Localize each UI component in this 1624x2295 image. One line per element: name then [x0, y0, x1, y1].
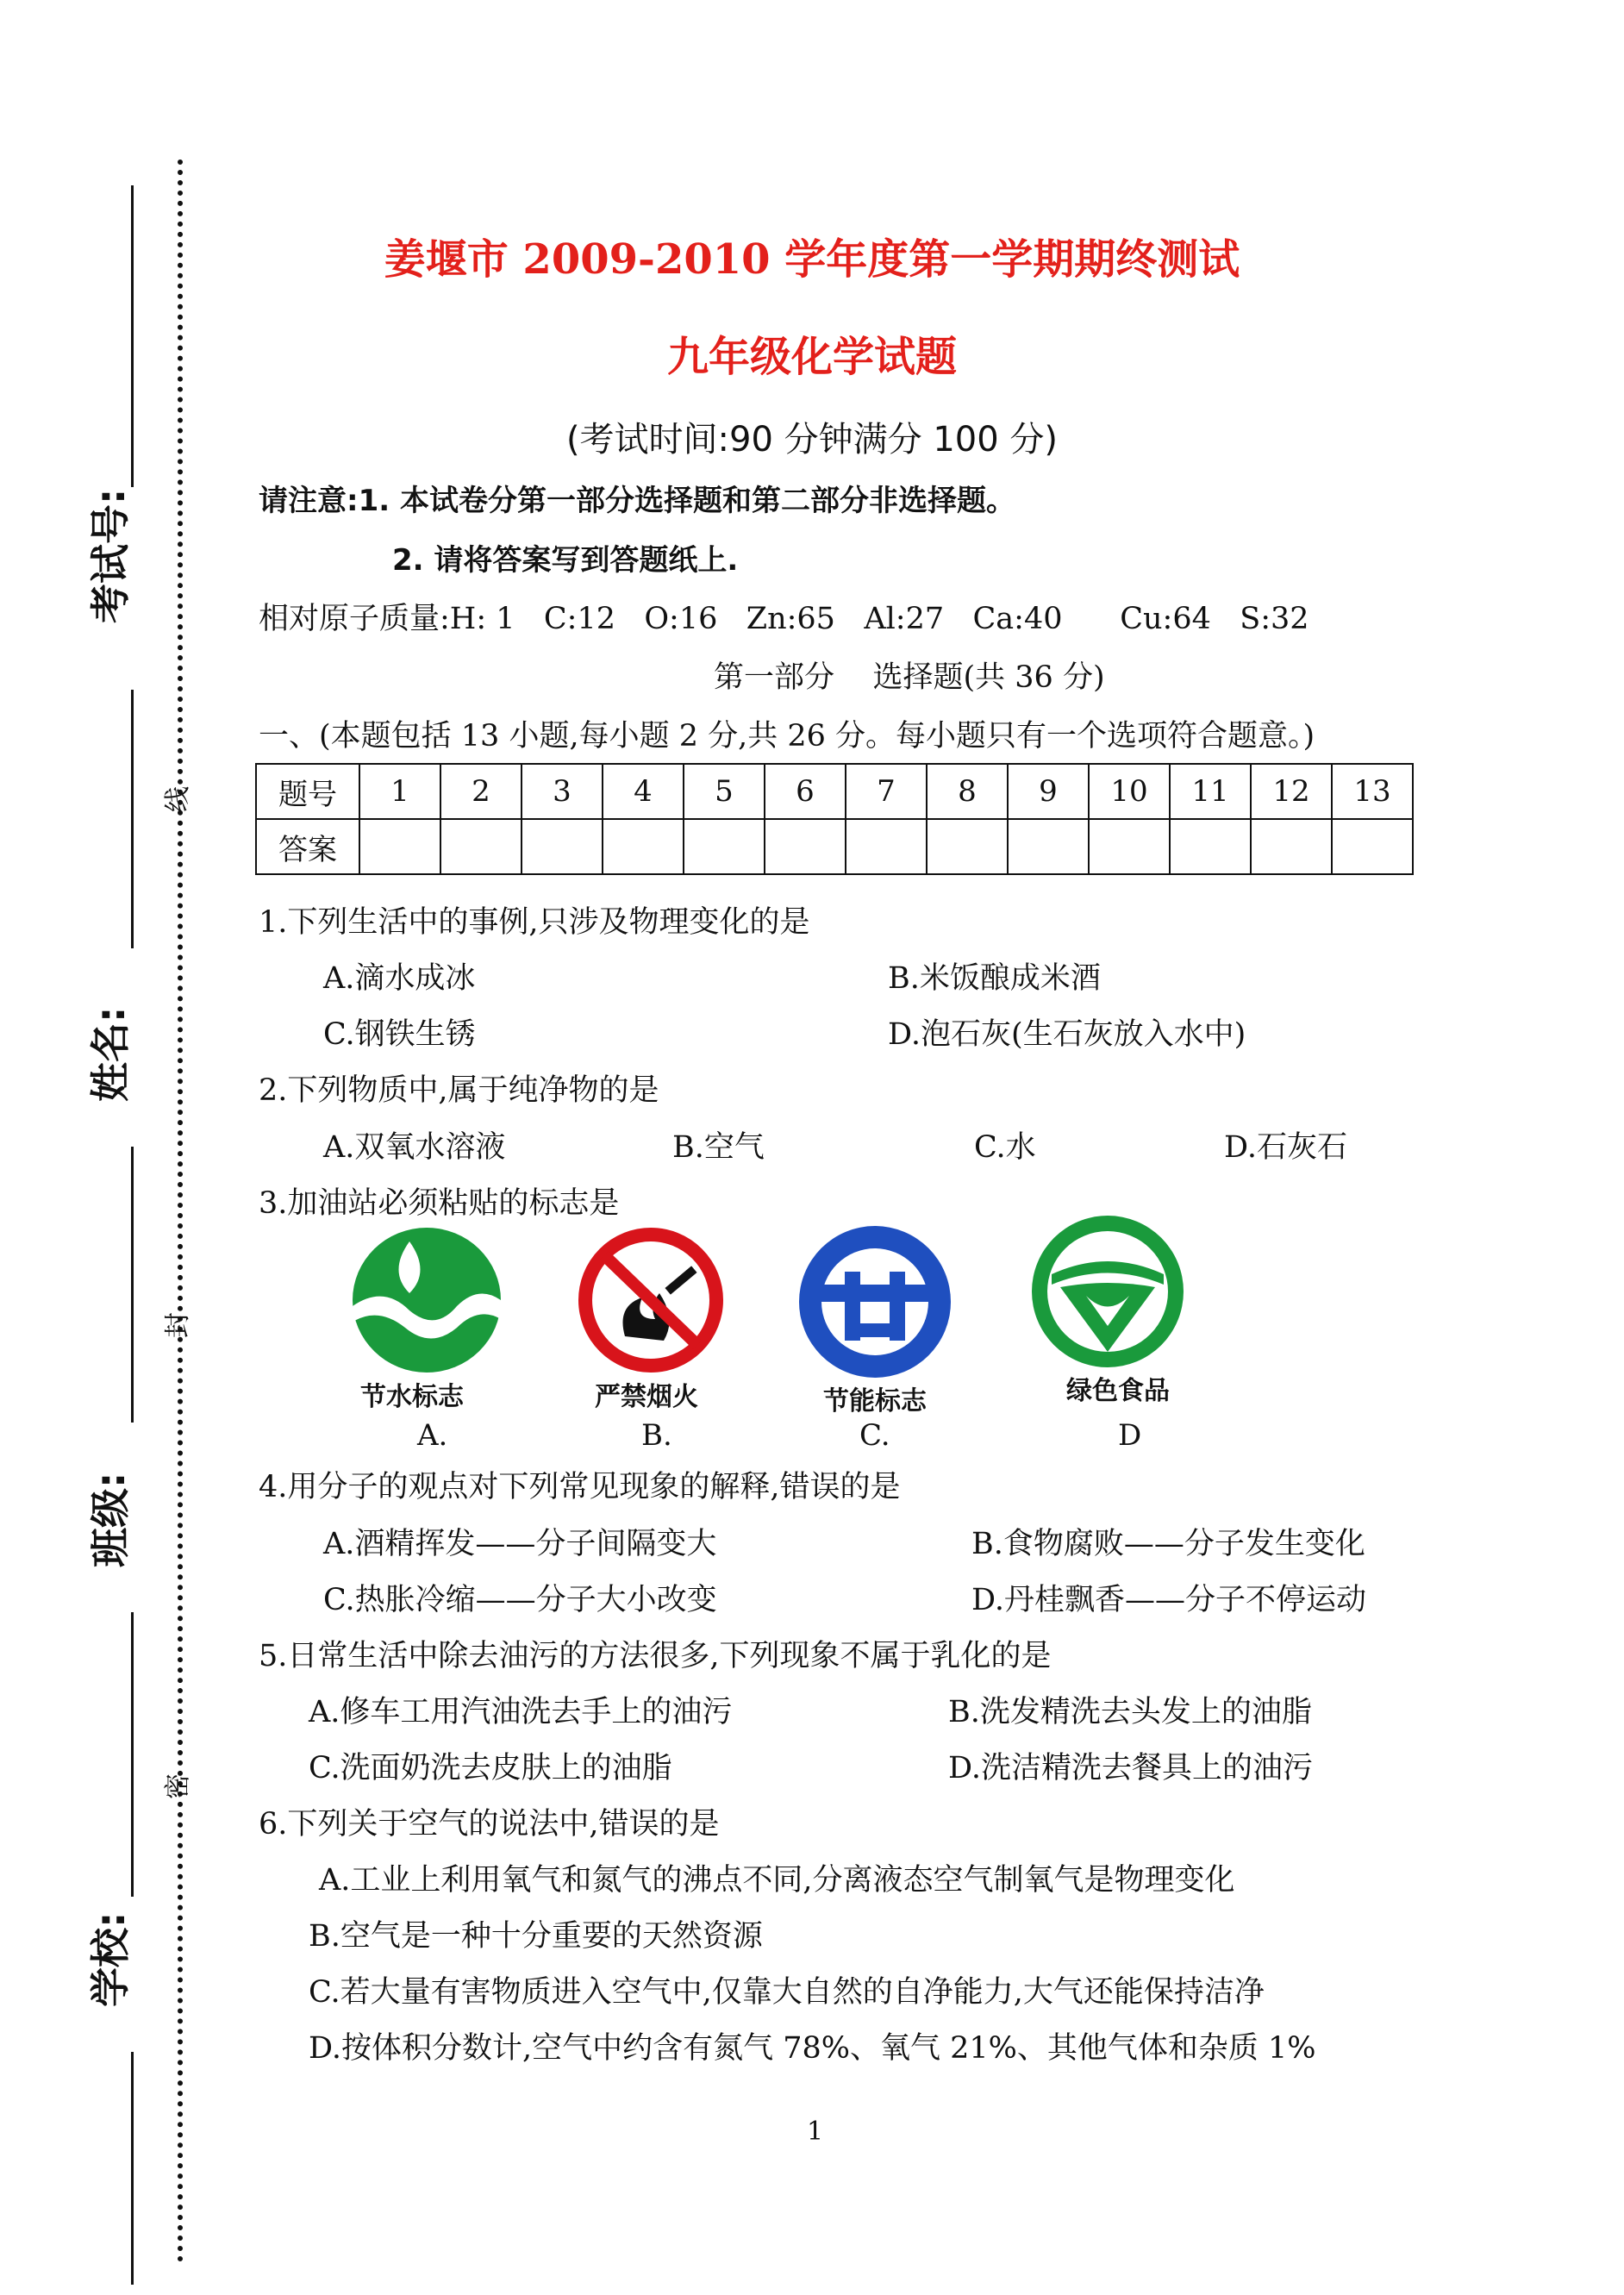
answer-cell[interactable] [765, 819, 846, 874]
answer-cell[interactable] [1251, 819, 1332, 874]
answer-cell[interactable] [359, 819, 440, 874]
logo-d-letter: D [1118, 1418, 1142, 1453]
question-2-stem: 2.下列物质中,属于纯净物的是 [259, 1073, 659, 1108]
note-2: 2. 请将答案写到答题纸上. [392, 543, 739, 578]
answer-table [255, 763, 1414, 875]
q4-option-a: A.酒精挥发——分子间隔变大 [323, 1527, 717, 1561]
exam-title: 姜堰市 2009-2010 学年度第一学期期终测试 [384, 235, 1240, 284]
q2-option-d: D.石灰石 [1224, 1130, 1347, 1165]
q1-option-a: A.滴水成冰 [323, 961, 476, 996]
logo-c-caption: 节能标志 [823, 1386, 927, 1416]
table-cell: 5 [684, 764, 765, 819]
note-1: 请注意:1. 本试卷分第一部分选择题和第二部分非选择题。 [259, 484, 1016, 518]
answer-cell[interactable] [1332, 819, 1413, 874]
q6-option-a: A.工业上利用氧气和氮气的沸点不同,分离液态空气制氧气是物理变化 [319, 1863, 1235, 1898]
q2-option-b: B.空气 [672, 1130, 765, 1165]
logo-b-letter: B. [641, 1418, 672, 1453]
logo-a-letter: A. [417, 1418, 448, 1453]
table-cell: 6 [765, 764, 846, 819]
q1-option-b: B.米饭酿成米酒 [888, 961, 1101, 996]
water-saving-icon [349, 1224, 504, 1375]
q6-option-c: C.若大量有害物质进入空气中,仅靠大自然的自净能力,大气还能保持洁净 [309, 1975, 1265, 2010]
table-cell: 13 [1332, 764, 1413, 819]
binding-dotted-line [178, 159, 183, 2263]
table-cell: 2 [440, 764, 522, 819]
table-cell: 10 [1089, 764, 1170, 819]
school-label: 学校: [87, 1911, 134, 2007]
green-food-icon [1026, 1214, 1190, 1369]
answer-cell[interactable] [603, 819, 684, 874]
q4-option-d: D.丹桂飘香——分子不停运动 [971, 1583, 1366, 1617]
q1-option-d: D.泡石灰(生石灰放入水中) [888, 1017, 1246, 1052]
class-label: 班级: [87, 1472, 134, 1567]
table-cell: 12 [1251, 764, 1332, 819]
exam-time: (考试时间:90 分钟满分 100 分) [565, 420, 1059, 460]
question-1-stem: 1.下列生活中的事例,只涉及物理变化的是 [259, 905, 810, 940]
table-cell: 8 [927, 764, 1008, 819]
exam-number-label: 考试号: [87, 488, 134, 623]
table-cell: 3 [522, 764, 603, 819]
seal-mark-secret: 密 [163, 1773, 193, 1799]
table-cell: 4 [603, 764, 684, 819]
table-cell: 7 [846, 764, 927, 819]
q2-option-c: C.水 [974, 1130, 1036, 1165]
question-3-stem: 3.加油站必须粘贴的标志是 [259, 1186, 620, 1221]
energy-saving-icon [793, 1224, 957, 1379]
no-fire-icon [573, 1224, 728, 1375]
logo-c-letter: C. [859, 1418, 890, 1453]
atomic-mass: 相对原子质量:H: 1 C:12 O:16 Zn:65 Al:27 Ca:40 Cu:64 S:32 [259, 602, 1309, 636]
page-number: 1 [807, 2117, 824, 2147]
logo-b-caption: 严禁烟火 [595, 1382, 698, 1412]
question-6-stem: 6.下列关于空气的说法中,错误的是 [259, 1807, 720, 1842]
logo-d-caption: 绿色食品 [1066, 1376, 1170, 1406]
table-cell: 9 [1008, 764, 1089, 819]
answer-cell[interactable] [846, 819, 927, 874]
answer-cell[interactable] [1008, 819, 1089, 874]
row-label: 答案 [256, 819, 359, 874]
sidebar-line-3 [131, 1147, 134, 1423]
seal-mark-seal: 封 [163, 1312, 193, 1338]
seal-mark-line: 线 [163, 786, 193, 812]
row-label: 题号 [256, 764, 359, 819]
q5-option-b: B.洗发精洗去头发上的油脂 [948, 1695, 1312, 1729]
q5-option-a: A.修车工用汽油洗去手上的油污 [309, 1695, 733, 1729]
q2-option-a: A.双氧水溶液 [323, 1130, 506, 1165]
answer-row [256, 819, 1413, 874]
question-4-stem: 4.用分子的观点对下列常见现象的解释,错误的是 [259, 1470, 901, 1504]
sidebar-line-4 [131, 1612, 134, 1897]
q6-option-d: D.按体积分数计,空气中约含有氮气 78%、氧气 21%、其他气体和杂质 1% [309, 2031, 1316, 2066]
answer-cell[interactable] [522, 819, 603, 874]
answer-cell[interactable] [1089, 819, 1170, 874]
answer-cell[interactable] [927, 819, 1008, 874]
q4-option-b: B.食物腐败——分子发生变化 [971, 1527, 1365, 1561]
q6-option-b: B.空气是一种十分重要的天然资源 [309, 1919, 763, 1954]
name-label: 姓名: [87, 1006, 134, 1102]
part1-instruction: 一、(本题包括 13 小题,每小题 2 分,共 26 分。每小题只有一个选项符合题意。) [259, 719, 1315, 754]
q5-option-d: D.洗洁精洗去餐具上的油污 [948, 1751, 1313, 1785]
question-number-row [256, 764, 1413, 819]
exam-subtitle: 九年级化学试题 [666, 333, 957, 381]
table-cell: 1 [359, 764, 440, 819]
table-cell: 11 [1170, 764, 1251, 819]
answer-cell[interactable] [1170, 819, 1251, 874]
question-5-stem: 5.日常生活中除去油污的方法很多,下列现象不属于乳化的是 [259, 1639, 1052, 1673]
sidebar-line-2 [131, 690, 134, 948]
q1-option-c: C.钢铁生锈 [323, 1017, 476, 1052]
sidebar-line-bottom [131, 2052, 134, 2285]
part1-heading: 第一部分 选择题(共 36 分) [714, 660, 1105, 695]
logo-a-caption: 节水标志 [360, 1382, 464, 1412]
answer-cell[interactable] [440, 819, 522, 874]
q4-option-c: C.热胀冷缩——分子大小改变 [323, 1583, 717, 1617]
q5-option-c: C.洗面奶洗去皮肤上的油脂 [309, 1751, 672, 1785]
answer-cell[interactable] [684, 819, 765, 874]
